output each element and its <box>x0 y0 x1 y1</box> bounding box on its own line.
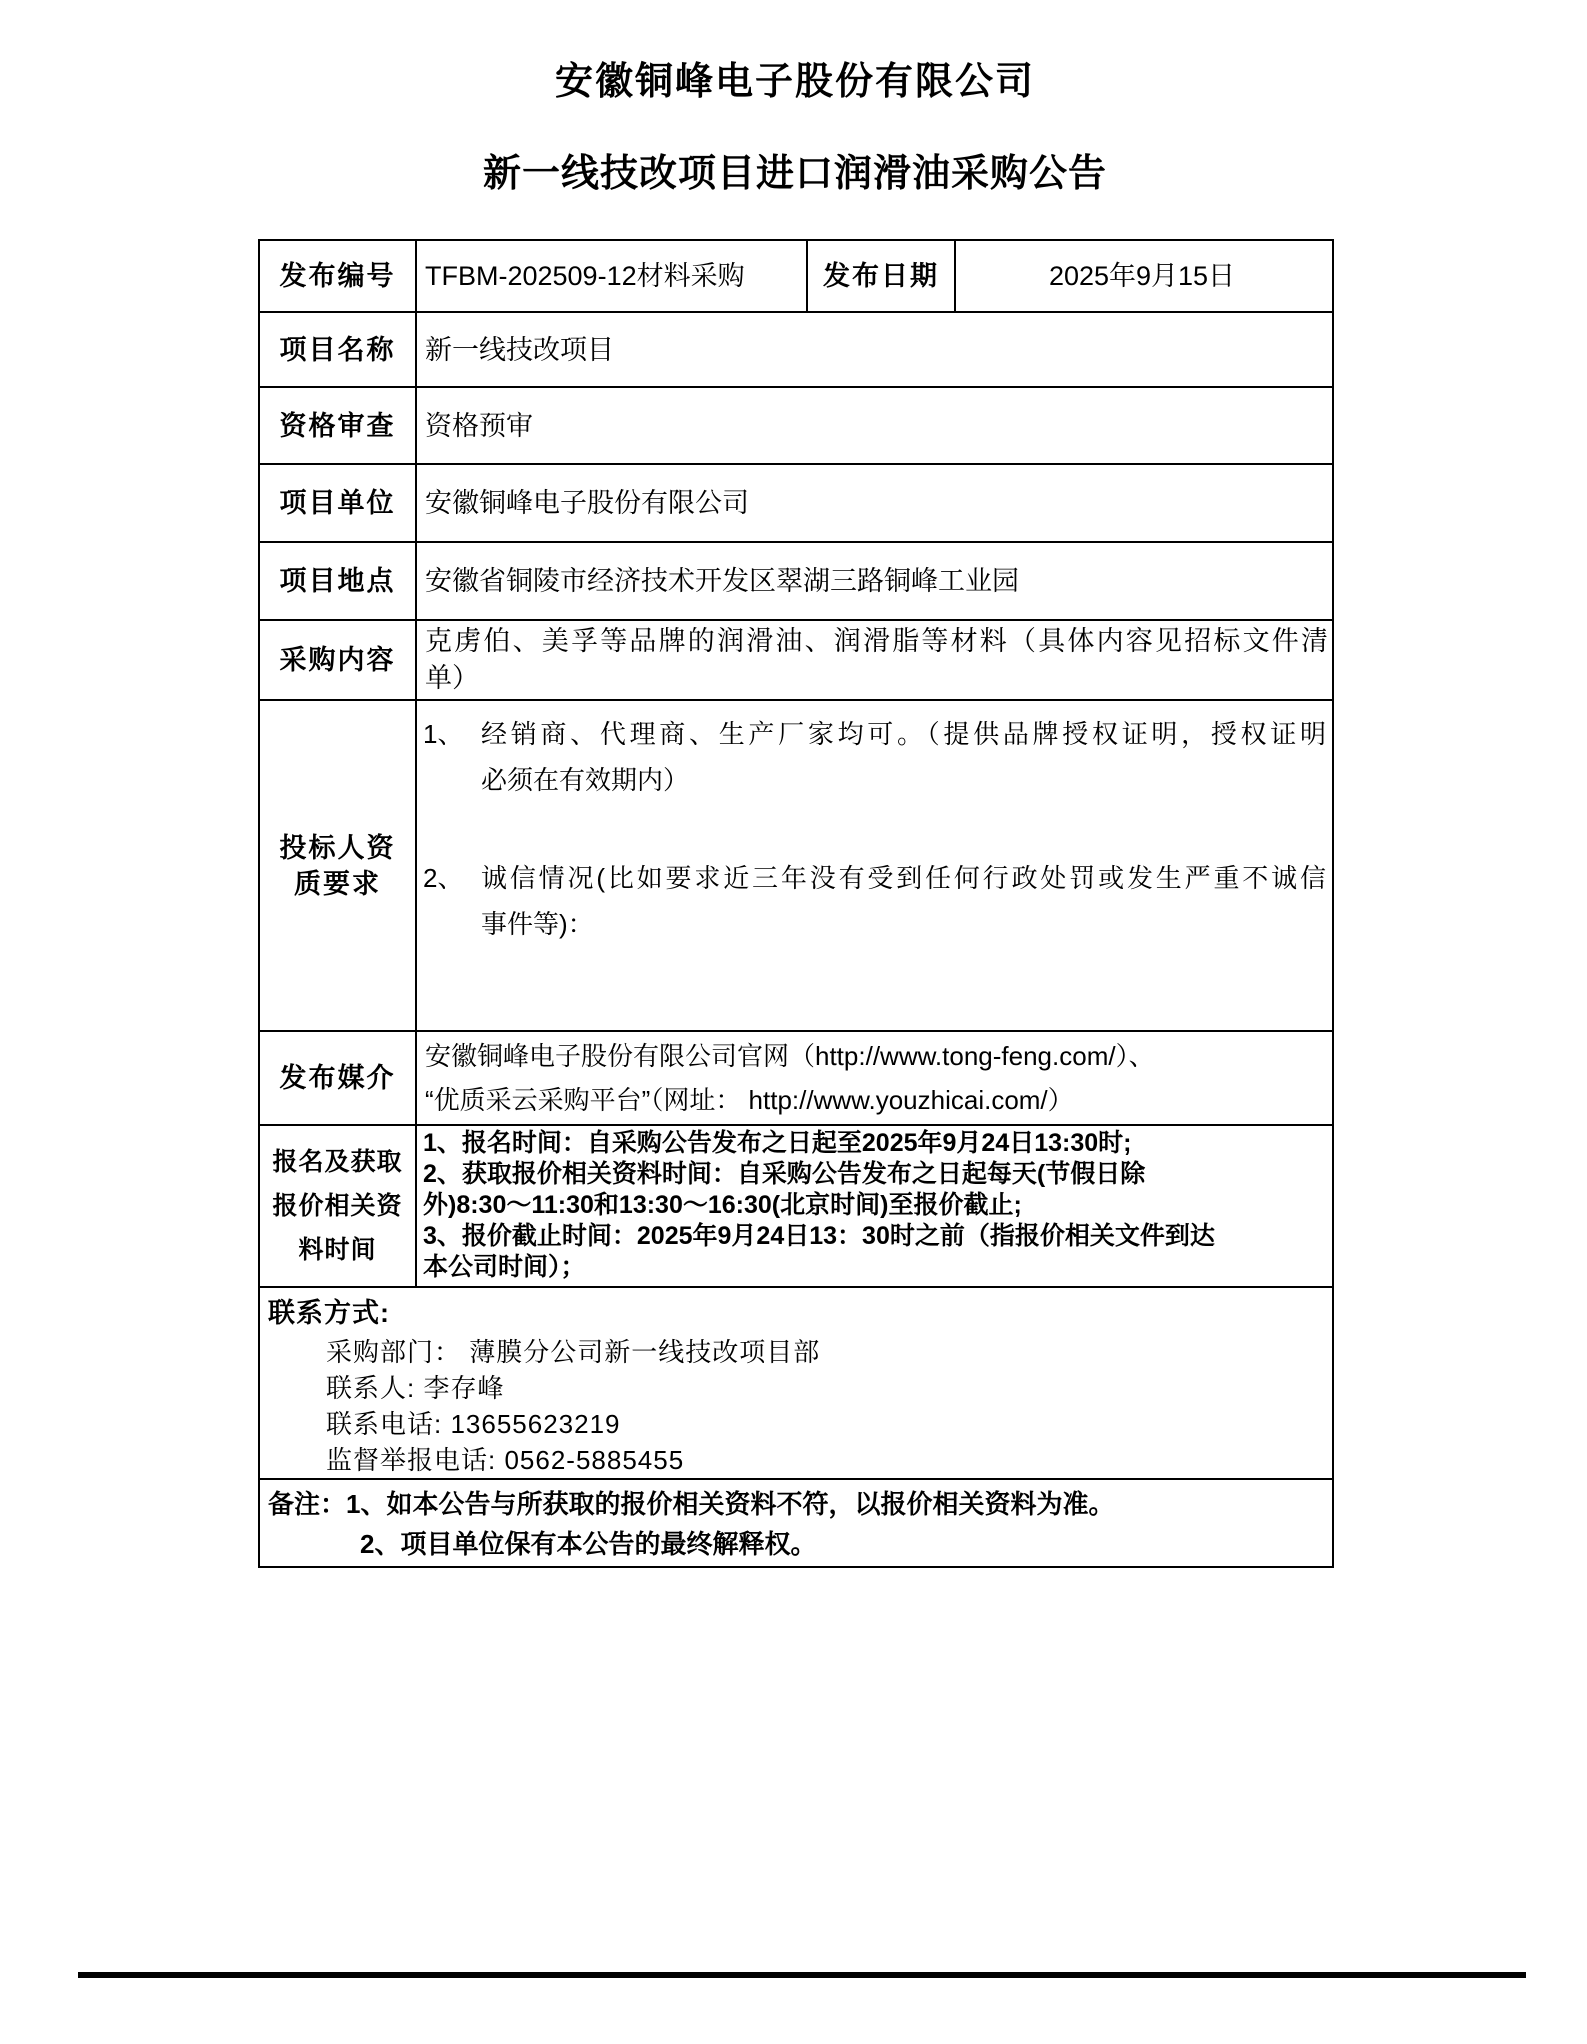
qualification-item-2-marker: 2、 <box>423 863 464 893</box>
contact-department: 采购部门： 薄膜分公司新一线技改项目部 <box>326 1337 821 1367</box>
qualification-review-value: 资格预审 <box>416 387 1333 464</box>
qualification-review-row <box>259 387 1333 464</box>
publish-media-line2: “优质采云采购平台”（网址： http://www.youzhicai.com/） <box>425 1085 1074 1115</box>
qualification-item-1-line1: 经销商、代理商、生产厂家均可。（提供品牌授权证明，授权证明 <box>481 719 1326 749</box>
project-name-value: 新一线技改项目 <box>416 312 1333 387</box>
announcement-title: 新一线技改项目进口润滑油采购公告 <box>482 153 1107 195</box>
contact-content <box>259 1287 1333 1479</box>
bidder-qualification-content <box>416 700 1333 1031</box>
qualification-item-2-line2: 事件等)： <box>481 909 594 939</box>
publish-no-label: 发布编号 <box>259 240 416 312</box>
bidder-qualification-row <box>259 700 1333 1031</box>
schedule-row <box>259 1125 1333 1287</box>
publish-media-content <box>416 1031 1333 1125</box>
qualification-item-1-text <box>481 711 1326 803</box>
project-location-value: 安徽省铜陵市经济技术开发区翠湖三路铜峰工业园 <box>416 542 1333 620</box>
contact-supervision-phone: 监督举报电话: 0562-5885455 <box>326 1445 685 1475</box>
publish-media-line1: 安徽铜峰电子股份有限公司官网（http://www.tong-feng.com/）、 <box>425 1041 1155 1071</box>
publish-media-row <box>259 1031 1333 1125</box>
qualification-review-label: 资格审查 <box>259 387 416 464</box>
publish-date-value: 2025年9月15日 <box>955 240 1333 312</box>
qualification-gap <box>423 803 1326 855</box>
contact-heading: 联系方式: <box>268 1298 390 1328</box>
footer-rule <box>78 1972 1526 1978</box>
contact-row <box>259 1287 1333 1479</box>
qualification-item-2-text <box>481 855 1326 947</box>
schedule-label-line1: 报名及获取 <box>272 1148 403 1176</box>
procurement-content-value <box>416 620 1333 700</box>
schedule-label-line2: 报价相关资 <box>272 1192 403 1220</box>
schedule-line4: 3、报价截止时间：2025年9月24日13：30时之前（指报价相关文件到达 <box>423 1222 1215 1250</box>
project-unit-row <box>259 464 1333 542</box>
qualification-item-1 <box>423 711 1326 803</box>
bidder-qualification-label-line2: 质要求 <box>294 868 381 899</box>
contact-phone: 联系电话: 13655623219 <box>326 1409 621 1439</box>
project-name-row <box>259 312 1333 387</box>
qualification-item-2-line1: 诚信情况(比如要求近三年没有受到任何行政处罚或发生严重不诚信 <box>481 863 1326 893</box>
publish-date-label: 发布日期 <box>807 240 955 312</box>
project-unit-label: 项目单位 <box>259 464 416 542</box>
contact-person: 联系人: 李存峰 <box>326 1373 505 1403</box>
project-unit-value: 安徽铜峰电子股份有限公司 <box>416 464 1333 542</box>
procurement-content-label: 采购内容 <box>259 620 416 700</box>
qualification-item-2 <box>423 855 1326 947</box>
remark-line1: 备注：1、如本公告与所获取的报价相关资料不符，以报价相关资料为准。 <box>268 1489 1115 1519</box>
publish-media-label: 发布媒介 <box>259 1031 416 1125</box>
schedule-content <box>416 1125 1333 1287</box>
bidder-qualification-label-line1: 投标人资 <box>279 832 396 863</box>
qualification-item-1-line2: 必须在有效期内） <box>481 765 690 795</box>
schedule-line5: 本公司时间）； <box>423 1253 586 1281</box>
schedule-line1: 1、报名时间：自采购公告发布之日起至2025年9月24日13:30时; <box>423 1129 1132 1157</box>
publish-row <box>259 240 1333 312</box>
remark-line2: 2、项目单位保有本公告的最终解释权。 <box>360 1529 817 1559</box>
project-name-label: 项目名称 <box>259 312 416 387</box>
project-location-label: 项目地点 <box>259 542 416 620</box>
announcement-table <box>258 239 1334 1568</box>
qualification-item-1-marker: 1、 <box>423 719 464 749</box>
schedule-label-line3: 料时间 <box>298 1236 377 1264</box>
bidder-qualification-label <box>259 700 416 1031</box>
title-block <box>258 58 1332 198</box>
schedule-line2: 2、获取报价相关资料时间：自采购公告发布之日起每天(节假日除 <box>423 1160 1146 1188</box>
company-title: 安徽铜峰电子股份有限公司 <box>554 61 1035 103</box>
publish-no-value: TFBM-202509-12材料采购 <box>416 240 807 312</box>
project-location-row <box>259 542 1333 620</box>
procurement-content-row <box>259 620 1333 700</box>
procurement-content-line1: 克虏伯、美孚等品牌的润滑油、润滑脂等材料（具体内容见招标文件清 <box>425 626 1328 656</box>
schedule-label <box>259 1125 416 1287</box>
procurement-content-line2: 单） <box>425 663 479 693</box>
remark-row <box>259 1479 1333 1567</box>
schedule-line3: 外)8:30～11:30和13:30～16:30(北京时间)至报价截止; <box>423 1191 1022 1219</box>
remark-content <box>259 1479 1333 1567</box>
